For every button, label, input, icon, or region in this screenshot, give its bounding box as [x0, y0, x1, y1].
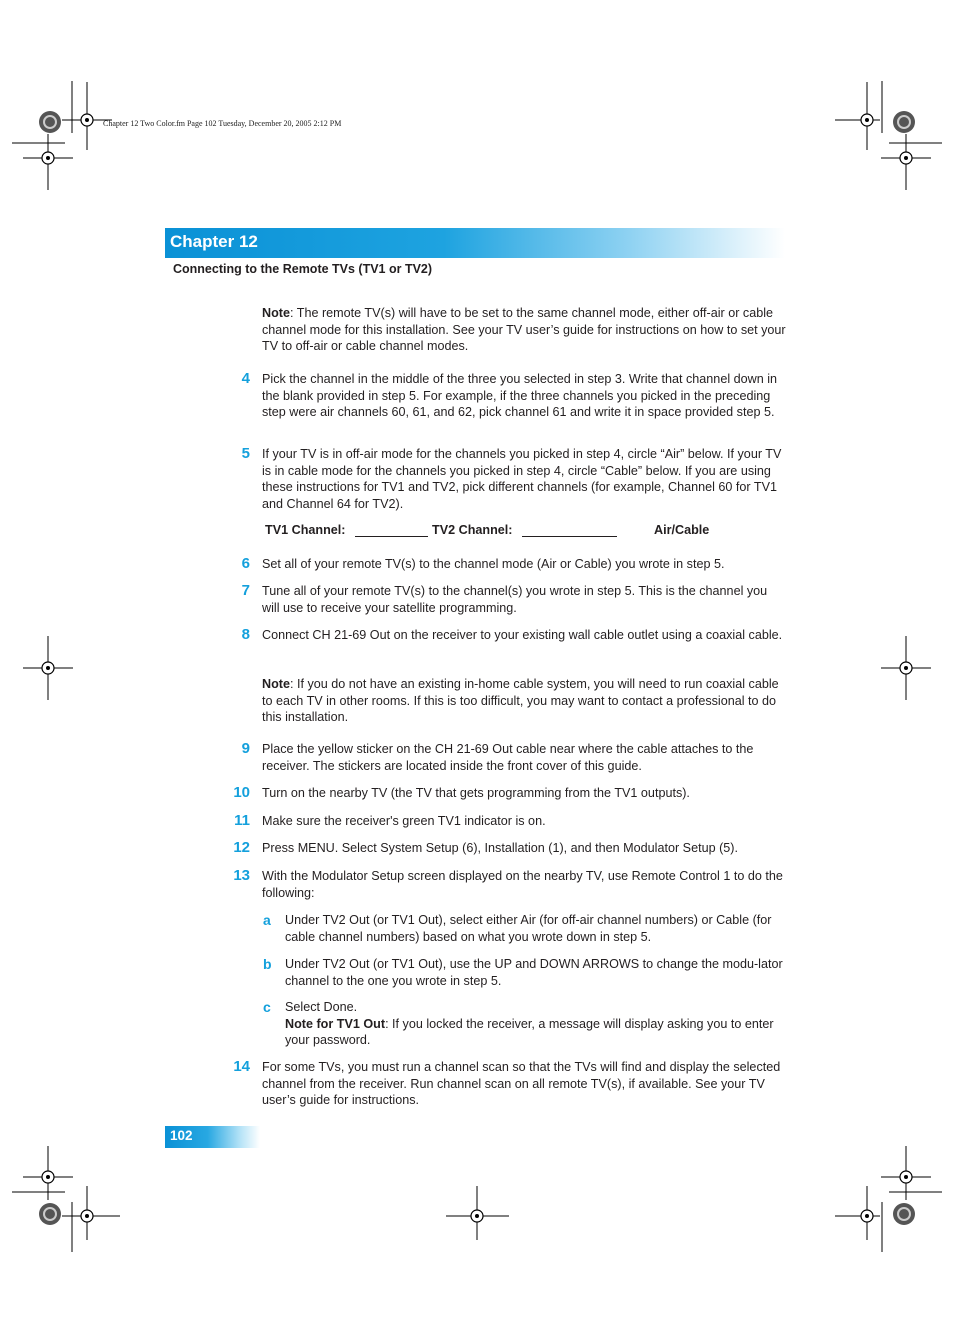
tv2-channel-blank — [522, 536, 617, 537]
step-text: Turn on the nearby TV (the TV that gets programming from the TV1 outputs). — [262, 786, 690, 800]
step-text: Make sure the receiver's green TV1 indicator is on. — [262, 814, 546, 828]
step-number: 14 — [233, 1058, 250, 1075]
step-text: Connect CH 21-69 Out on the receiver to your existing wall cable outlet using a coaxial cable. — [262, 628, 783, 642]
note-tv1-out — [285, 1016, 787, 1049]
step-text: For some TVs, you must run a channel scan so that the TVs will find and display the selected channel from the receiver. Run channel scan on all remote TV(s), if available. See your TV user’s guide for instructions. — [262, 1060, 781, 1107]
step-text: Place the yellow sticker on the CH 21-69 Out cable near where the cable attaches to the receiver. The stickers are located inside the front cover of this guide. — [262, 742, 754, 773]
substep-text: Under TV2 Out (or TV1 Out), select either Air (for off-air channel numbers) or Cable (for cable channel numbers) based on what you wrote down in step 5. — [285, 913, 772, 944]
step-number: 4 — [241, 370, 250, 387]
step-number: 5 — [241, 445, 250, 462]
step-number: 11 — [234, 812, 250, 829]
step-number: 7 — [241, 582, 250, 599]
step-text: Tune all of your remote TV(s) to the channel(s) you wrote in step 5. This is the channel you will use to receive your satellite programming. — [262, 584, 768, 615]
substep-letter: b — [263, 956, 272, 972]
note-text: : If you locked the receiver, a message will display asking you to enter your password. — [285, 1016, 774, 1047]
chapter-banner — [165, 228, 785, 258]
step-text: Set all of your remote TV(s) to the channel mode (Air or Cable) you wrote in step 5. — [262, 557, 725, 571]
tv1-channel-blank — [355, 536, 428, 537]
step-text: If your TV is in off-air mode for the channels you picked in step 4, circle “Air” below. If your TV is in cable mode for the channels you picked in step 4, circle “Cable” below. If you are using these instructions for TV1 and TV2, pick different channels (for example, Channel 60 for TV1 and Channel 64 for TV2). — [262, 447, 782, 511]
note-label: Note for TV1 Out — [285, 1016, 386, 1031]
note-label: Note — [262, 306, 290, 320]
note-label: Note — [262, 677, 290, 691]
step-text: Pick the channel in the middle of the three you selected in step 3. Write that channel down in the blank provided in step 5. For example, if the three channels you picked in the preceding step were air channels 60, 61, and 62, pick channel 61 and write it in space provided step 5. — [262, 372, 778, 419]
step-number: 10 — [233, 784, 250, 801]
substep-text: Under TV2 Out (or TV1 Out), use the UP and DOWN ARROWS to change the modu-lator channel to the one you wrote in step 5. — [285, 957, 783, 988]
step-number: 8 — [241, 626, 250, 643]
substep-text — [285, 999, 787, 1049]
step-number: 6 — [241, 555, 250, 572]
note-cable-system — [262, 676, 788, 726]
note-remote-tv-mode — [262, 305, 788, 355]
chapter-title: Chapter 12 — [170, 232, 258, 251]
note-text: : If you do not have an existing in-home cable system, you will need to run coaxial cable to each TV in other rooms. If this is too difficult, you may want to contact a professional to do this installation. — [262, 677, 779, 724]
air-cable-label: Air/Cable — [654, 523, 710, 537]
step-text: Press MENU. Select System Setup (6), Installation (1), and then Modulator Setup (5). — [262, 841, 738, 855]
step-number: 9 — [241, 740, 250, 757]
substep-letter: a — [263, 912, 271, 928]
step-number: 13 — [233, 867, 250, 884]
tv1-channel-label: TV1 Channel: — [265, 523, 346, 537]
step-number: 12 — [233, 839, 250, 856]
print-header: Chapter 12 Two Color.fm Page 102 Tuesday, December 20, 2005 2:12 PM — [103, 119, 342, 128]
note-text: : The remote TV(s) will have to be set to the same channel mode, either off-air or cable channel mode for this installation. See your TV user’s guide for instructions on how to set your TV to off-air or cable channel modes. — [262, 306, 786, 353]
substep-c-text: Select Done. — [285, 1000, 358, 1014]
page-number: 102 — [170, 1128, 193, 1143]
step-text: With the Modulator Setup screen displayed on the nearby TV, use Remote Control 1 to do the following: — [262, 869, 783, 900]
substep-letter: c — [263, 999, 271, 1015]
tv2-channel-label: TV2 Channel: — [432, 523, 513, 537]
section-title: Connecting to the Remote TVs (TV1 or TV2) — [173, 262, 433, 276]
